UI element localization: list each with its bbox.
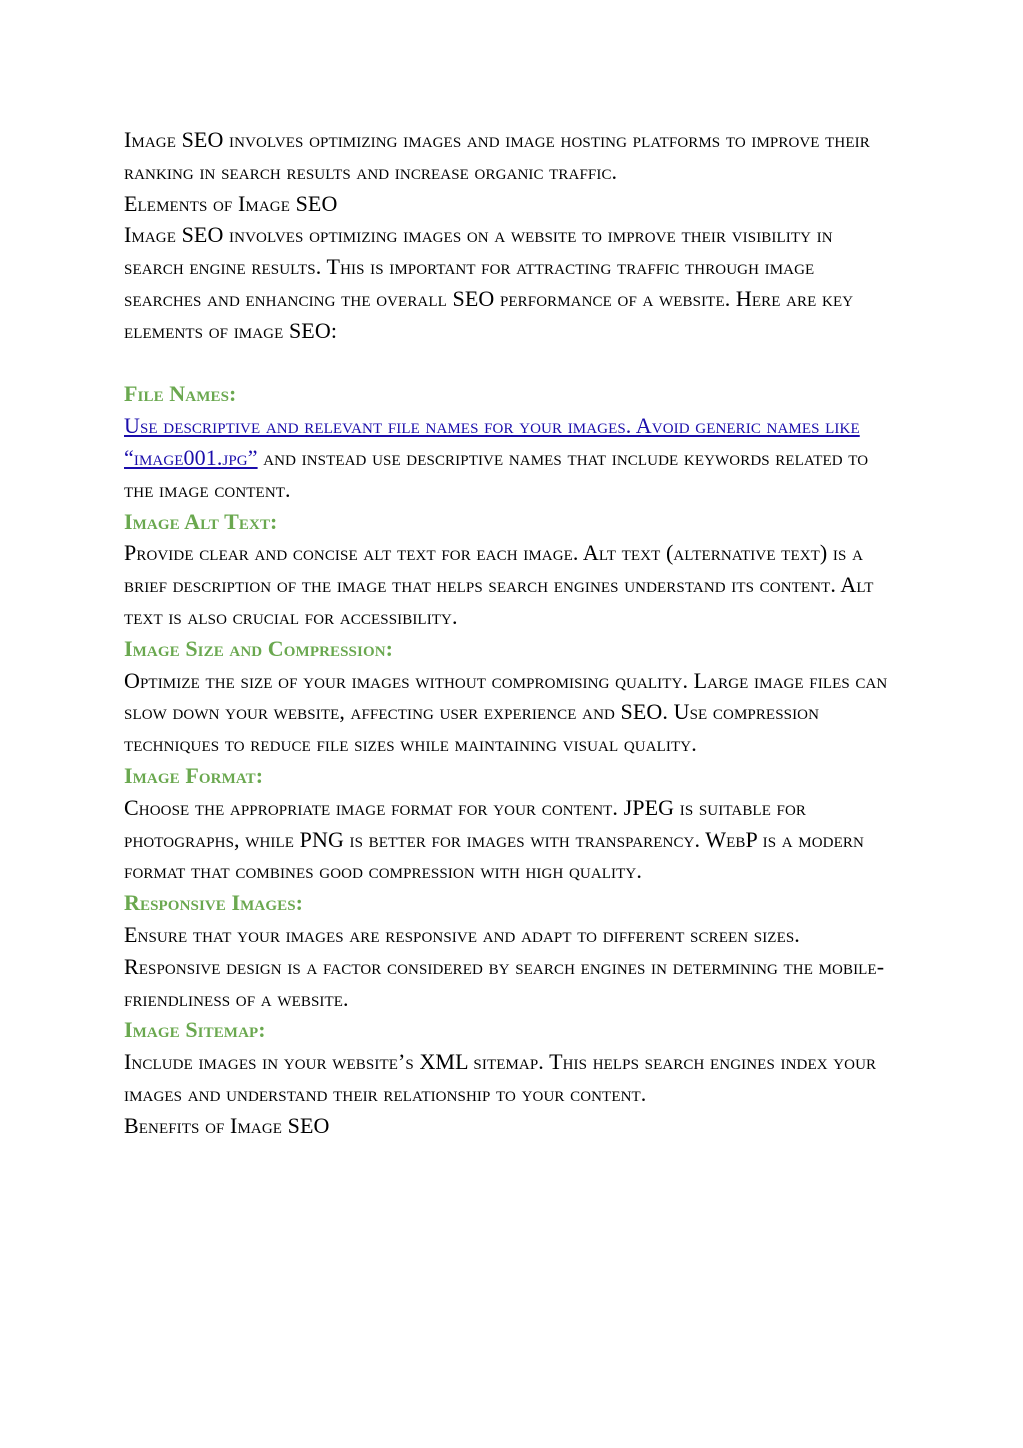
intro-paragraph: Image SEO involves optimizing images and image hosting platforms to improve their ranking in search results and increase organic traffic. [124, 127, 870, 184]
file-names-paragraph [124, 410, 894, 505]
elements-heading: Elements of Image SEO [124, 190, 338, 216]
responsive-images-heading: Responsive Images: [124, 890, 304, 916]
alt-text-heading: Image Alt Text: [124, 508, 278, 534]
image-format-paragraph: Choose the appropriate image format for your content. JPEG is suitable for photographs, while PNG is better for images with transparency. WebP is a modern format that combines good compression with high quality. [124, 794, 864, 884]
benefits-heading: Benefits of Image SEO [124, 1112, 330, 1138]
responsive-images-paragraph: Ensure that your images are responsive and adapt to different screen sizes. Responsive design is a factor considered by search engines in determining the mobile-friendliness of a website. [124, 921, 885, 1011]
image-format-heading: Image Format: [124, 762, 264, 788]
file-names-link[interactable]: Use descriptive and relevant file names for your images. Avoid generic names like “image001.jpg” [124, 413, 860, 470]
document-page [124, 124, 894, 1142]
spacer [124, 347, 894, 379]
size-compression-paragraph: Optimize the size of your images without compromising quality. Large image files can slow down your website, affecting user experience and SEO. Use compression techniques to reduce file sizes while maintaining visual quality. [124, 667, 888, 757]
file-names-text: and instead use descriptive names that include keywords related to the image content. [124, 444, 869, 502]
file-names-heading: File Names: [124, 381, 237, 407]
image-sitemap-heading: Image Sitemap: [124, 1017, 266, 1043]
alt-text-paragraph: Provide clear and concise alt text for each image. Alt text (alternative text) is a brief description of the image that helps search engines understand its content. Alt text is also crucial for accessibility. [124, 540, 874, 629]
size-compression-heading: Image Size and Compression: [124, 635, 394, 661]
elements-paragraph: Image SEO involves optimizing images on a website to improve their visibility in search engine results. This is important for attracting traffic through image searches and enhancing the overall SEO performance of a website. Here are key elements of image SEO: [124, 222, 854, 343]
image-sitemap-paragraph: Include images in your website’s XML sitemap. This helps search engines index your images and understand their relationship to your content. [124, 1049, 877, 1106]
